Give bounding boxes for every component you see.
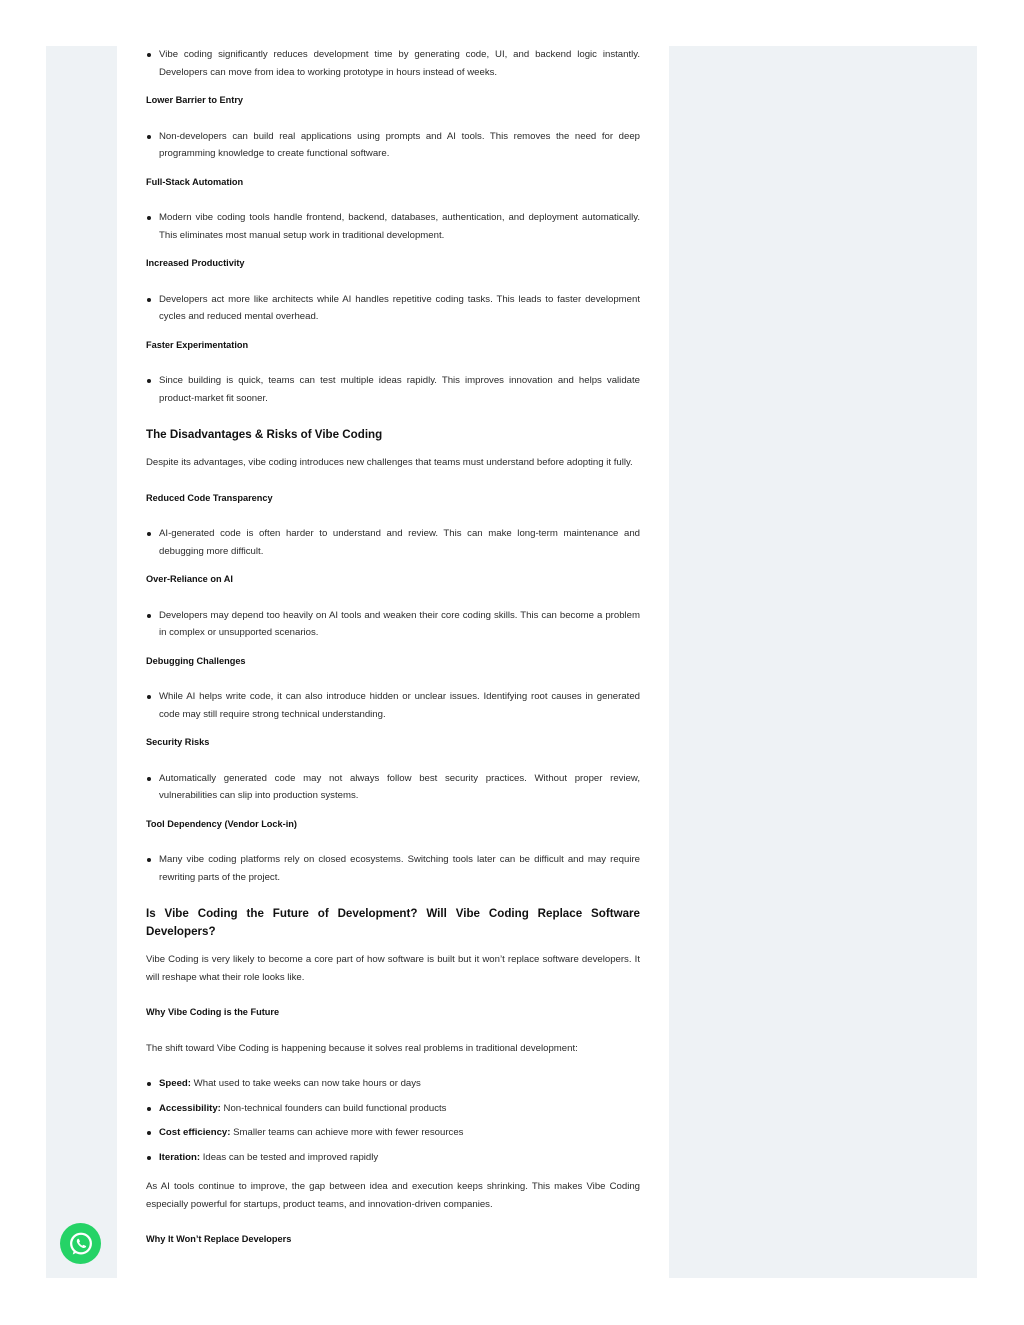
list-item xyxy=(146,1149,640,1167)
list-item-label: Iteration: xyxy=(159,1151,201,1163)
subheading: Increased Productivity xyxy=(146,258,245,268)
subheading: Tool Dependency (Vendor Lock-in) xyxy=(146,818,297,829)
bullet-list xyxy=(146,851,640,886)
list-item-text: Since building is quick, teams can test multiple ideas rapidly. This improves innovation and helps validate product-market fit sooner. xyxy=(159,375,640,404)
paragraph: As AI tools continue to improve, the gap between idea and execution keeps shrinking. This makes Vibe Coding especially powerful for startups, product teams, and innovation-driven companies. xyxy=(146,1181,640,1210)
list-item xyxy=(146,1100,640,1118)
subheading: Lower Barrier to Entry xyxy=(146,95,244,105)
bullet-list xyxy=(146,1100,640,1118)
list-item xyxy=(146,46,640,81)
bullet-list xyxy=(146,688,640,723)
list-item xyxy=(146,607,640,642)
list-item xyxy=(146,688,640,723)
list-item-label: Cost efficiency: xyxy=(159,1127,231,1138)
list-item-text: What used to take weeks can now take hours or days xyxy=(193,1078,421,1089)
paragraph: Vibe Coding is very likely to become a core part of how software is built but it won’t replace software developers. It will reshape what their role looks like. xyxy=(146,954,640,983)
subheading: Why Vibe Coding is the Future xyxy=(146,1007,280,1017)
list-item-text: Non-developers can build real applications using prompts and AI tools. This removes the need for deep programming knowledge to create functional software. xyxy=(159,130,640,159)
subheading: Over-Reliance on AI xyxy=(146,574,233,584)
bullet-list xyxy=(146,291,640,326)
list-item-text: Non-technical founders can build functional products xyxy=(223,1102,447,1114)
list-item xyxy=(146,525,640,560)
subheading: Debugging Challenges xyxy=(146,655,246,666)
bullet-list xyxy=(146,128,640,163)
section-heading: Is Vibe Coding the Future of Development? Will Vibe Coding Replace Software Developers? xyxy=(146,907,640,938)
bullet-list xyxy=(146,1075,640,1093)
bullet-list xyxy=(146,770,640,805)
bullet-list xyxy=(146,525,640,560)
list-item-label: Accessibility: xyxy=(159,1102,221,1114)
list-item xyxy=(146,851,640,886)
subheading: Security Risks xyxy=(146,737,210,747)
list-item xyxy=(146,209,640,244)
subheading: Why It Won’t Replace Developers xyxy=(146,1234,292,1244)
list-item-text: Many vibe coding platforms rely on closed ecosystems. Switching tools later can be difficult and may require rewriting parts of the project. xyxy=(159,854,640,883)
bullet-list xyxy=(146,1124,640,1142)
subheading: Reduced Code Transparency xyxy=(146,492,273,503)
subheading: Full-Stack Automation xyxy=(146,176,244,187)
subheading: Faster Experimentation xyxy=(146,339,249,350)
list-item-text: Automatically generated code may not always follow best security practices. Without proper review, vulnerabilities can slip into production systems. xyxy=(159,772,640,801)
article-content xyxy=(146,46,640,1249)
bullet-list xyxy=(146,372,640,407)
bullet-list xyxy=(146,46,640,81)
list-item xyxy=(146,1124,640,1142)
bullet-list xyxy=(146,209,640,244)
bullet-list xyxy=(146,607,640,642)
section-heading: The Disadvantages & Risks of Vibe Coding xyxy=(146,428,383,441)
paragraph: Despite its advantages, vibe coding introduces new challenges that teams must understand before adopting it fully. xyxy=(146,457,633,468)
list-item xyxy=(146,291,640,326)
list-item-text: Vibe coding significantly reduces development time by generating code, UI, and backend logic instantly. Developers can move from idea to working prototype in hours instead of weeks. xyxy=(159,49,640,78)
list-item xyxy=(146,372,640,407)
list-item-text: While AI helps write code, it can also introduce hidden or unclear issues. Identifying root causes in generated code may still require strong technical understanding. xyxy=(159,691,640,720)
paragraph: The shift toward Vibe Coding is happening because it solves real problems in traditional development: xyxy=(146,1042,578,1054)
list-item xyxy=(146,770,640,805)
list-item-text: Smaller teams can achieve more with fewer resources xyxy=(233,1127,464,1138)
whatsapp-chat-button[interactable] xyxy=(60,1223,101,1264)
list-item xyxy=(146,1075,640,1093)
whatsapp-icon xyxy=(66,1229,96,1259)
list-item-text: Ideas can be tested and improved rapidly xyxy=(202,1151,379,1163)
list-item-text: Modern vibe coding tools handle frontend, backend, databases, authentication, and deployment automatically. This eliminates most manual setup work in traditional development. xyxy=(159,212,640,241)
bullet-list xyxy=(146,1149,640,1167)
list-item-text: Developers may depend too heavily on AI tools and weaken their core coding skills. This can become a problem in complex or unsupported scenarios. xyxy=(159,609,640,638)
list-item-text: AI-generated code is often harder to understand and review. This can make long-term maintenance and debugging more difficult. xyxy=(159,528,640,557)
list-item xyxy=(146,128,640,163)
list-item-text: Developers act more like architects while AI handles repetitive coding tasks. This leads to faster development cycles and reduced mental overhead. xyxy=(159,293,640,322)
list-item-label: Speed: xyxy=(159,1078,191,1089)
